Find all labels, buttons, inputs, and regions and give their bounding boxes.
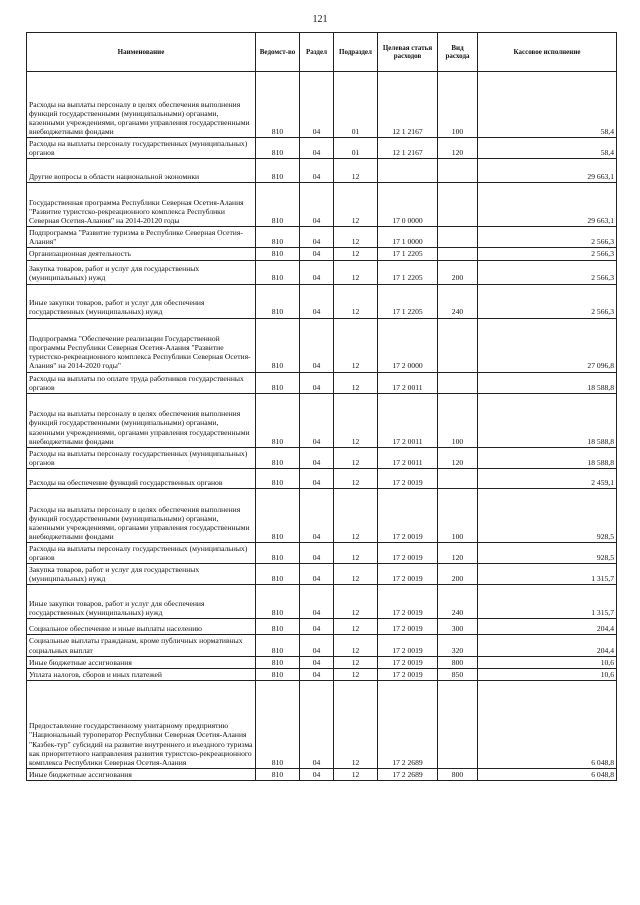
row-exp-type: 240 — [438, 585, 478, 619]
row-exp-type: 800 — [438, 768, 478, 780]
row-section: 04 — [300, 542, 334, 563]
row-subsection: 12 — [334, 248, 378, 260]
row-section: 04 — [300, 680, 334, 768]
row-dept: 810 — [256, 680, 300, 768]
row-target: 17 2 0019 — [378, 585, 438, 619]
row-section: 04 — [300, 668, 334, 680]
row-section: 04 — [300, 284, 334, 318]
row-name: Другие вопросы в области национальной экономики — [27, 159, 256, 183]
row-target: 17 2 0011 — [378, 447, 438, 468]
row-dept: 810 — [256, 318, 300, 372]
row-amount: 2 459,1 — [478, 468, 617, 488]
row-dept: 810 — [256, 656, 300, 668]
table-row — [27, 635, 617, 656]
row-subsection: 12 — [334, 680, 378, 768]
row-dept: 810 — [256, 284, 300, 318]
row-exp-type — [438, 372, 478, 393]
row-exp-type: 850 — [438, 668, 478, 680]
table-row — [27, 488, 617, 542]
row-target: 17 2 2689 — [378, 768, 438, 780]
row-name: Иные закупки товаров, работ и услуг для обеспечения государственных (муниципальных) нужд — [27, 284, 256, 318]
row-exp-type — [438, 680, 478, 768]
row-amount: 2 566,3 — [478, 284, 617, 318]
row-subsection: 12 — [334, 318, 378, 372]
row-target: 12 1 2167 — [378, 72, 438, 138]
row-subsection: 12 — [334, 488, 378, 542]
row-exp-type: 100 — [438, 393, 478, 447]
header-name: Наименование — [27, 33, 256, 72]
row-exp-type: 120 — [438, 447, 478, 468]
row-amount: 27 096,8 — [478, 318, 617, 372]
row-name: Предоставление государственному унитарному предприятию "Национальный туроператор Республики Северная Осетия-Алания "Казбек-тур" субсидий на развитие внутреннего и въездного туризма как приоритетного направления развития туристско-рекреационного комплекса Республики Северная Осетия-Алания — [27, 680, 256, 768]
row-section: 04 — [300, 72, 334, 138]
row-target: 17 2 0019 — [378, 656, 438, 668]
row-target: 17 1 2205 — [378, 284, 438, 318]
row-amount: 58,4 — [478, 138, 617, 159]
row-exp-type: 120 — [438, 542, 478, 563]
table-row — [27, 227, 617, 248]
row-exp-type: 200 — [438, 260, 478, 284]
row-section: 04 — [300, 635, 334, 656]
table-header-row — [27, 33, 617, 72]
row-target: 17 2 0019 — [378, 564, 438, 585]
row-section: 04 — [300, 318, 334, 372]
row-exp-type: 100 — [438, 72, 478, 138]
row-name: Иные закупки товаров, работ и услуг для обеспечения государственных (муниципальных) нужд — [27, 585, 256, 619]
row-dept: 810 — [256, 488, 300, 542]
row-name: Расходы на выплаты персоналу государственных (муниципальных) органов — [27, 138, 256, 159]
row-target: 17 2 2689 — [378, 680, 438, 768]
row-name: Иные бюджетные ассигнования — [27, 656, 256, 668]
row-section: 04 — [300, 248, 334, 260]
row-name: Расходы на выплаты персоналу государственных (муниципальных) органов — [27, 447, 256, 468]
header-exp-type: Вид расхода — [438, 33, 478, 72]
row-subsection: 12 — [334, 635, 378, 656]
row-subsection: 12 — [334, 227, 378, 248]
row-exp-type — [438, 159, 478, 183]
table-row — [27, 585, 617, 619]
row-dept: 810 — [256, 668, 300, 680]
page-number: 121 — [312, 14, 328, 25]
table-row — [27, 284, 617, 318]
row-amount: 2 566,3 — [478, 260, 617, 284]
row-exp-type: 320 — [438, 635, 478, 656]
row-exp-type: 240 — [438, 284, 478, 318]
row-subsection: 12 — [334, 468, 378, 488]
row-name: Организационная деятельность — [27, 248, 256, 260]
row-section: 04 — [300, 768, 334, 780]
row-dept: 810 — [256, 372, 300, 393]
row-amount: 2 566,3 — [478, 227, 617, 248]
row-subsection: 12 — [334, 656, 378, 668]
row-target: 17 2 0011 — [378, 372, 438, 393]
table-row — [27, 542, 617, 563]
row-target: 17 1 2205 — [378, 248, 438, 260]
row-dept: 810 — [256, 159, 300, 183]
table-row — [27, 619, 617, 635]
table-body — [27, 72, 617, 781]
row-name: Расходы на выплаты по оплате труда работников государственных органов — [27, 372, 256, 393]
row-exp-type: 800 — [438, 656, 478, 668]
row-section: 04 — [300, 468, 334, 488]
row-dept: 810 — [256, 585, 300, 619]
row-dept: 810 — [256, 227, 300, 248]
row-amount: 18 588,8 — [478, 447, 617, 468]
row-dept: 810 — [256, 619, 300, 635]
row-amount: 1 315,7 — [478, 564, 617, 585]
row-name: Расходы на выплаты персоналу государственных (муниципальных) органов — [27, 542, 256, 563]
row-target: 17 1 2205 — [378, 260, 438, 284]
row-name: Государственная программа Республики Северная Осетия-Алания "Развитие туристско-рекреационного комплекса Республики Северная Осетия-Алания" на 2014-20120 годы — [27, 183, 256, 227]
row-dept: 810 — [256, 564, 300, 585]
table-row — [27, 656, 617, 668]
row-name: Уплата налогов, сборов и иных платежей — [27, 668, 256, 680]
header-dept: Ведомст-во — [256, 33, 300, 72]
row-subsection: 12 — [334, 585, 378, 619]
table-row — [27, 768, 617, 780]
row-amount: 58,4 — [478, 72, 617, 138]
row-subsection: 12 — [334, 372, 378, 393]
table-row — [27, 72, 617, 138]
row-section: 04 — [300, 159, 334, 183]
row-section: 04 — [300, 227, 334, 248]
row-amount: 10,6 — [478, 656, 617, 668]
row-dept: 810 — [256, 635, 300, 656]
header-amount: Кассовое исполнение — [478, 33, 617, 72]
row-amount: 29 663,1 — [478, 159, 617, 183]
row-dept: 810 — [256, 72, 300, 138]
row-amount: 2 566,3 — [478, 248, 617, 260]
table-row — [27, 680, 617, 768]
row-amount: 10,6 — [478, 668, 617, 680]
row-subsection: 12 — [334, 393, 378, 447]
row-exp-type — [438, 183, 478, 227]
row-subsection: 12 — [334, 542, 378, 563]
row-target: 17 2 0019 — [378, 488, 438, 542]
table-row — [27, 372, 617, 393]
row-amount: 1 315,7 — [478, 585, 617, 619]
row-name: Подпрограмма "Обеспечение реализации Государственной программы Республики Северная Осетия-Алания "Развитие туристско-рекреационного комплекса Республики Северная Осетия-Алания" на 2014-2020 годы" — [27, 318, 256, 372]
row-section: 04 — [300, 138, 334, 159]
row-amount: 928,5 — [478, 488, 617, 542]
row-subsection: 12 — [334, 183, 378, 227]
row-section: 04 — [300, 564, 334, 585]
row-target: 17 1 0000 — [378, 227, 438, 248]
table-row — [27, 318, 617, 372]
row-target: 12 1 2167 — [378, 138, 438, 159]
table-row — [27, 668, 617, 680]
row-name: Расходы на обеспечение функций государственных органов — [27, 468, 256, 488]
row-subsection: 01 — [334, 138, 378, 159]
row-amount: 928,5 — [478, 542, 617, 563]
row-exp-type: 200 — [438, 564, 478, 585]
row-subsection: 12 — [334, 159, 378, 183]
row-section: 04 — [300, 447, 334, 468]
row-target: 17 2 0019 — [378, 635, 438, 656]
row-name: Социальные выплаты гражданам, кроме публичных нормативных социальных выплат — [27, 635, 256, 656]
table-row — [27, 393, 617, 447]
row-subsection: 12 — [334, 447, 378, 468]
row-target: 17 2 0000 — [378, 318, 438, 372]
row-dept: 810 — [256, 542, 300, 563]
row-target — [378, 159, 438, 183]
row-subsection: 12 — [334, 668, 378, 680]
row-name: Социальное обеспечение и иные выплаты населению — [27, 619, 256, 635]
row-exp-type: 300 — [438, 619, 478, 635]
row-dept: 810 — [256, 393, 300, 447]
table-row — [27, 564, 617, 585]
row-amount: 204,4 — [478, 619, 617, 635]
row-subsection: 12 — [334, 768, 378, 780]
header-section: Раздел — [300, 33, 334, 72]
row-subsection: 01 — [334, 72, 378, 138]
row-exp-type — [438, 248, 478, 260]
header-subsection: Подраздел — [334, 33, 378, 72]
row-name: Закупка товаров, работ и услуг для государственных (муниципальных) нужд — [27, 260, 256, 284]
row-section: 04 — [300, 488, 334, 542]
row-name: Расходы на выплаты персоналу в целях обеспечения выполнения функций государственными (муниципальными) органами, казенными учреждениями, органами управления государственными внебюджетными фондами — [27, 72, 256, 138]
row-exp-type: 120 — [438, 138, 478, 159]
row-section: 04 — [300, 260, 334, 284]
row-subsection: 12 — [334, 284, 378, 318]
table-row — [27, 248, 617, 260]
row-dept: 810 — [256, 260, 300, 284]
row-name: Расходы на выплаты персоналу в целях обеспечения выполнения функций государственными (муниципальными) органами, казенными учреждениями, органами управления государственными внебюджетными фондами — [27, 393, 256, 447]
row-dept: 810 — [256, 248, 300, 260]
row-name: Подпрограмма "Развитие туризма в Республике Северная Осетия-Алания" — [27, 227, 256, 248]
budget-table — [26, 32, 617, 781]
row-section: 04 — [300, 183, 334, 227]
row-target: 17 2 0019 — [378, 619, 438, 635]
table-row — [27, 468, 617, 488]
row-name: Иные бюджетные ассигнования — [27, 768, 256, 780]
row-section: 04 — [300, 656, 334, 668]
row-exp-type: 100 — [438, 488, 478, 542]
row-amount: 6 048,8 — [478, 768, 617, 780]
row-exp-type — [438, 227, 478, 248]
row-amount: 18 588,8 — [478, 372, 617, 393]
row-target: 17 2 0011 — [378, 393, 438, 447]
table-row — [27, 159, 617, 183]
row-subsection: 12 — [334, 564, 378, 585]
row-dept: 810 — [256, 183, 300, 227]
row-amount: 18 588,8 — [478, 393, 617, 447]
table-row — [27, 447, 617, 468]
row-subsection: 12 — [334, 619, 378, 635]
row-subsection: 12 — [334, 260, 378, 284]
row-target: 17 0 0000 — [378, 183, 438, 227]
row-exp-type — [438, 318, 478, 372]
row-section: 04 — [300, 372, 334, 393]
row-dept: 810 — [256, 447, 300, 468]
row-dept: 810 — [256, 138, 300, 159]
row-target: 17 2 0019 — [378, 542, 438, 563]
row-section: 04 — [300, 619, 334, 635]
row-name: Закупка товаров, работ и услуг для государственных (муниципальных) нужд — [27, 564, 256, 585]
row-exp-type — [438, 468, 478, 488]
row-section: 04 — [300, 585, 334, 619]
table-row — [27, 138, 617, 159]
table-row — [27, 183, 617, 227]
row-target: 17 2 0019 — [378, 468, 438, 488]
row-amount: 204,4 — [478, 635, 617, 656]
row-target: 17 2 0019 — [378, 668, 438, 680]
row-dept: 810 — [256, 768, 300, 780]
row-section: 04 — [300, 393, 334, 447]
row-amount: 6 048,8 — [478, 680, 617, 768]
table-row — [27, 260, 617, 284]
row-amount: 29 663,1 — [478, 183, 617, 227]
header-target: Целевая статья расходов — [378, 33, 438, 72]
row-dept: 810 — [256, 468, 300, 488]
row-name: Расходы на выплаты персоналу в целях обеспечения выполнения функций государственными (муниципальными) органами, казенными учреждениями, органами управления государственными внебюджетными фондами — [27, 488, 256, 542]
